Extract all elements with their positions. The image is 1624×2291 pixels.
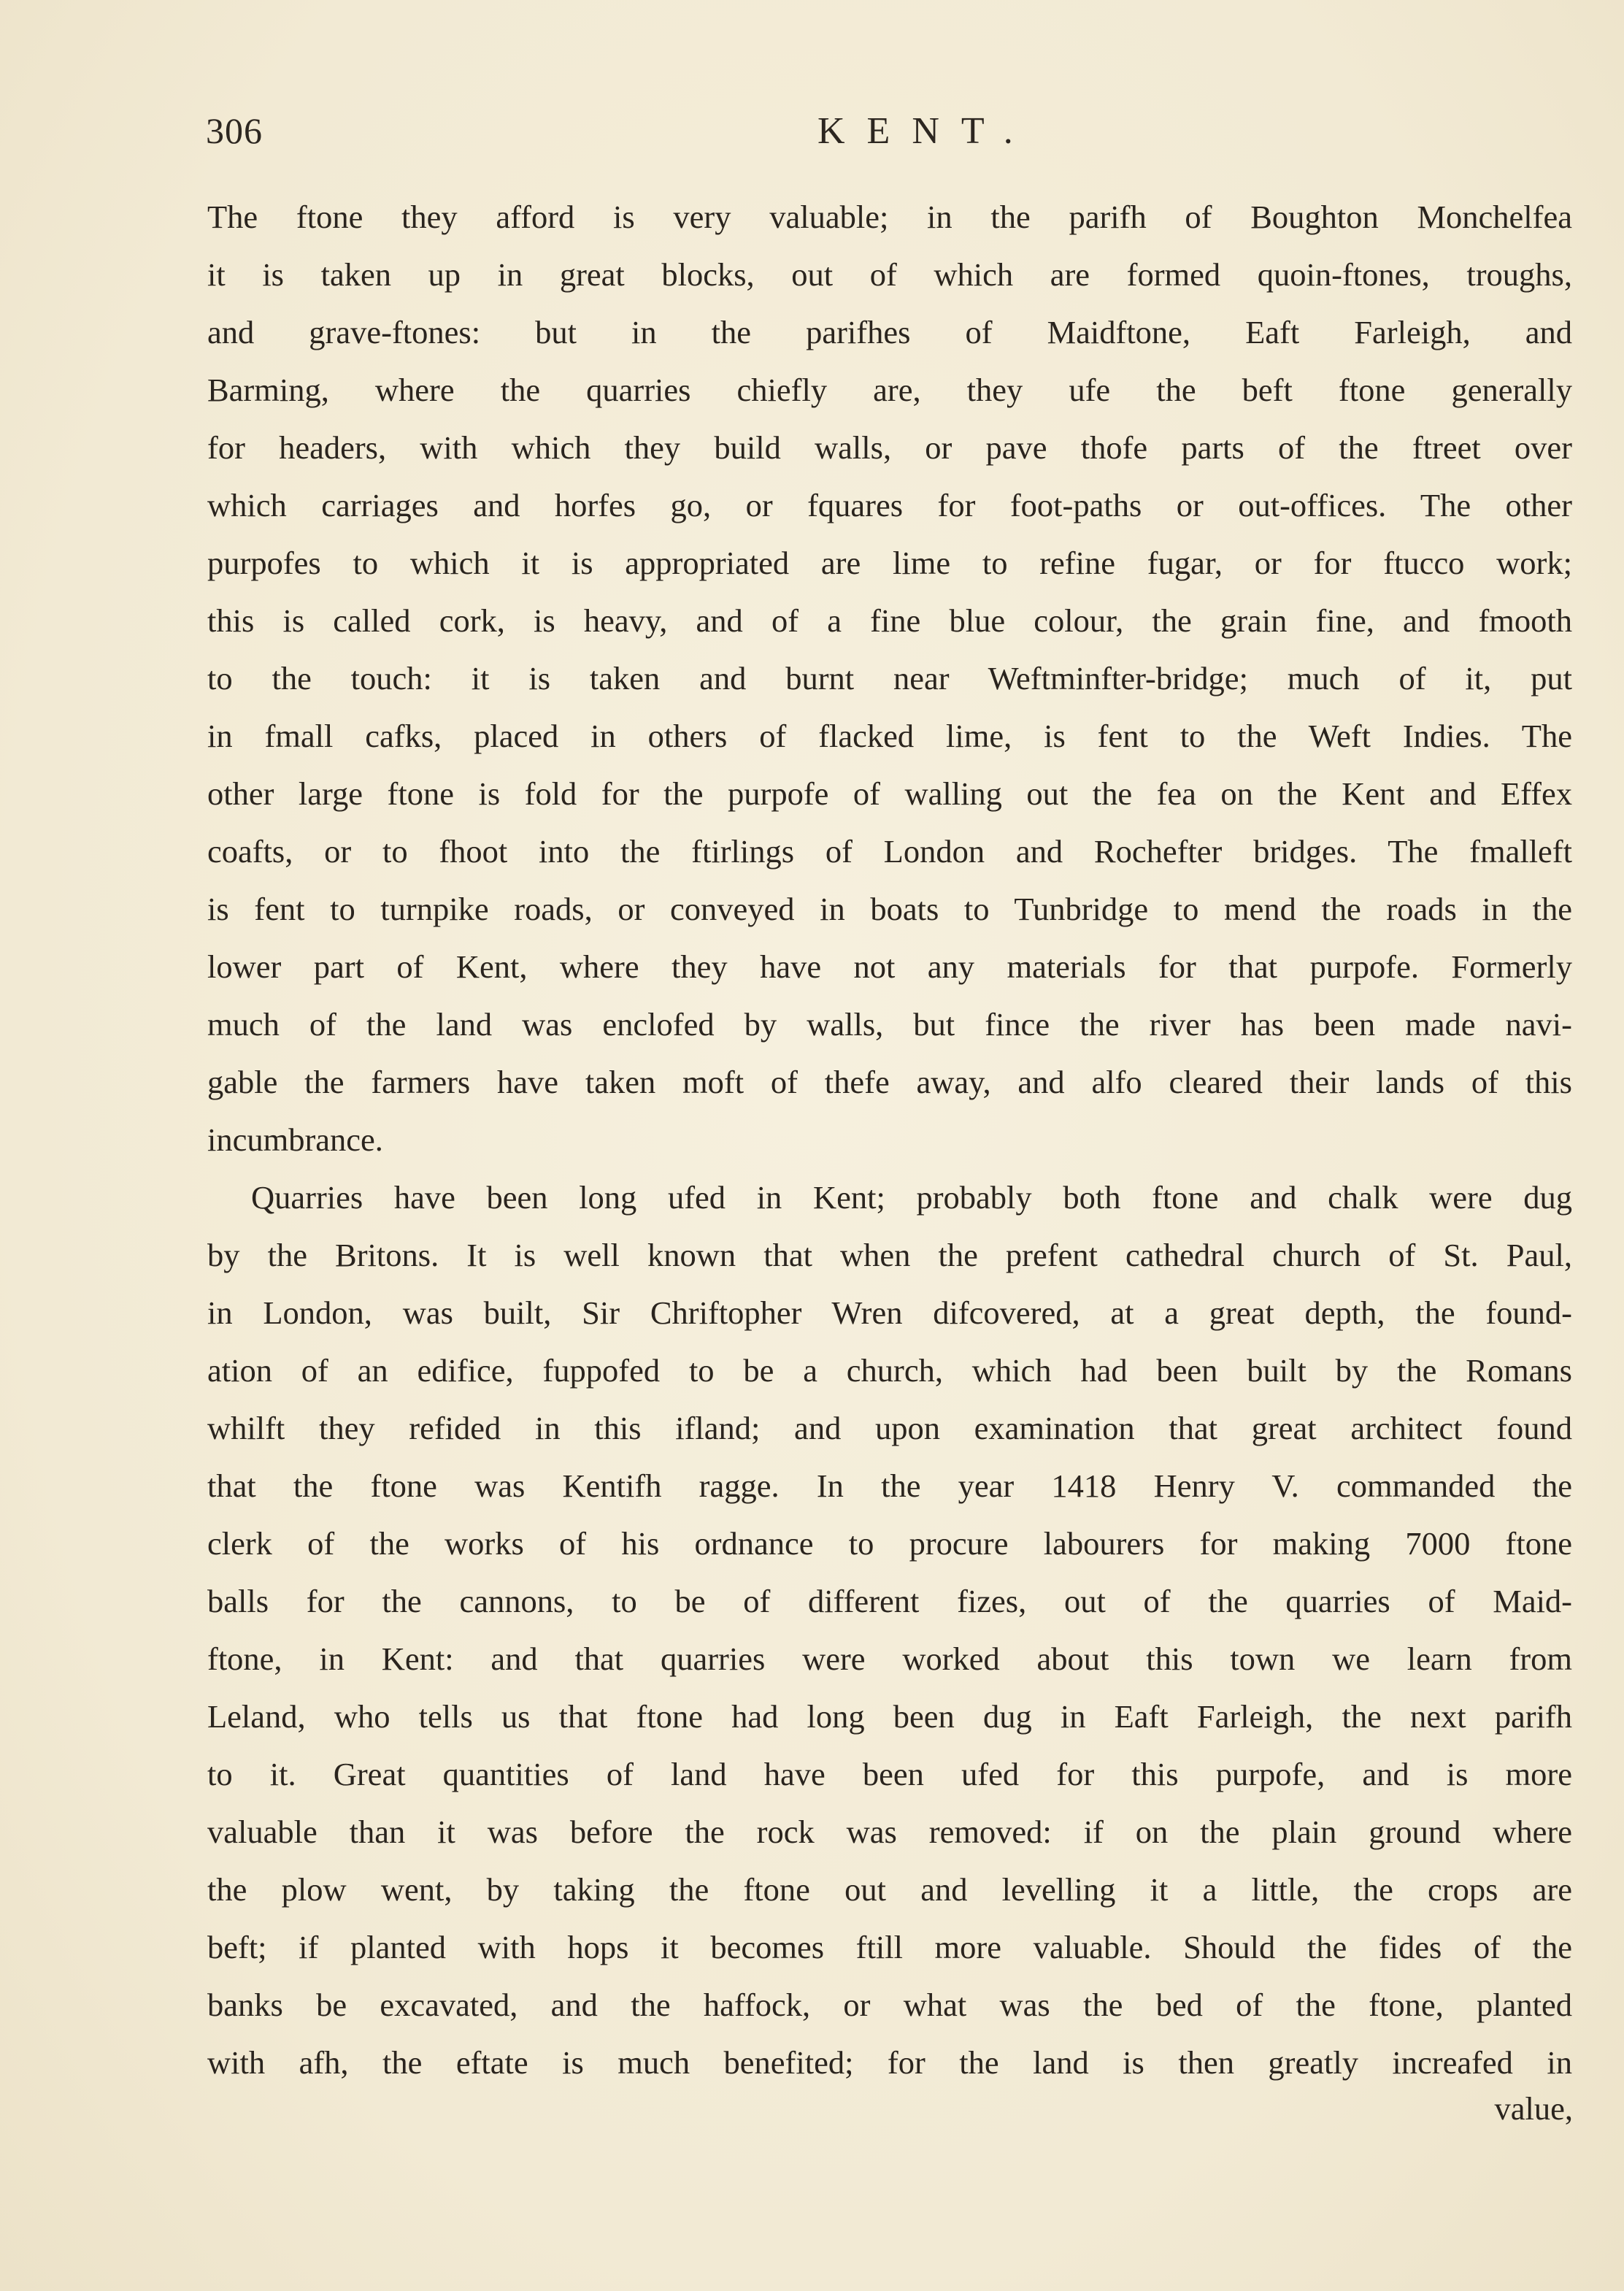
text-line: Barming, where the quarries chiefly are, they ufe the beft ftone generally — [207, 372, 1572, 408]
text-line: which carriages and horfes go, or fquares for foot-paths or out-offices. The other — [207, 487, 1572, 523]
text-line: whilft they refided in this ifland; and upon examination that great architect found — [207, 1410, 1572, 1446]
running-head — [206, 110, 1578, 161]
body-text — [207, 188, 1572, 2092]
text-line: other large ftone is fold for the purpofe of walling out the fea on the Kent and Effex — [207, 775, 1572, 812]
text-line: this is called cork, is heavy, and of a fine blue colour, the grain fine, and fmooth — [207, 602, 1572, 639]
text-line: is fent to turnpike roads, or conveyed in boats to Tunbridge to mend the roads in the — [207, 891, 1572, 927]
text-line: clerk of the works of his ordnance to procure labourers for making 7000 ftone — [207, 1525, 1572, 1562]
text-line: the plow went, by taking the ftone out and levelling it a little, the crops are — [207, 1871, 1572, 1908]
text-line: much of the land was enclofed by walls, but fince the river has been made navi- — [207, 1006, 1572, 1043]
text-line: with afh, the eftate is much benefited; for the land is then greatly increafed in — [207, 2044, 1572, 2081]
text-line: banks be excavated, and the haffock, or what was the bed of the ftone, planted — [207, 1987, 1572, 2023]
text-line: coafts, or to fhoot into the ftirlings of London and Rochefter bridges. The fmalleft — [207, 833, 1572, 870]
text-line: purpofes to which it is appropriated are lime to refine fugar, or for ftucco work; — [207, 545, 1572, 581]
page-number: 306 — [206, 110, 263, 151]
text-line: it is taken up in great blocks, out of which are formed quoin-ftones, troughs, — [207, 256, 1572, 293]
text-line: Leland, who tells us that ftone had long been dug in Eaft Farleigh, the next parifh — [207, 1698, 1572, 1735]
paragraph-1 — [207, 188, 1572, 1169]
text-line: gable the farmers have taken moft of thefe away, and alfo cleared their lands of this — [207, 1064, 1572, 1100]
text-line: in fmall cafks, placed in others of flacked lime, is fent to the Weft Indies. The — [207, 718, 1572, 754]
text-line: lower part of Kent, where they have not any materials for that purpofe. Formerly — [207, 948, 1572, 985]
text-line: ftone, in Kent: and that quarries were worked about this town we learn from — [207, 1640, 1572, 1677]
text-line: and grave-ftones: but in the parifhes of Maidftone, Eaft Farleigh, and — [207, 314, 1572, 350]
page-title: KENT. — [817, 110, 1035, 152]
text-line: in London, was built, Sir Chriftopher Wren difcovered, at a great depth, the found- — [207, 1294, 1572, 1331]
text-line: beft; if planted with hops it becomes ftill more valuable. Should the fides of the — [207, 1929, 1572, 1965]
text-line: balls for the cannons, to be of different fizes, out of the quarries of Maid- — [207, 1583, 1572, 1619]
text-line: to the touch: it is taken and burnt near Weftminfter-bridge; much of it, put — [207, 660, 1572, 696]
text-line: valuable than it was before the rock was removed: if on the plain ground where — [207, 1814, 1572, 1850]
text-line: for headers, with which they build walls, or pave thofe parts of the ftreet over — [207, 429, 1572, 466]
text-line: The ftone they afford is very valuable; in the parifh of Boughton Monchelfea — [207, 199, 1572, 235]
catchword: value, — [1494, 2090, 1573, 2127]
text-line: ation of an edifice, fuppofed to be a church, which had been built by the Romans — [207, 1352, 1572, 1389]
text-line: by the Britons. It is well known that when the prefent cathedral church of St. Paul, — [207, 1237, 1572, 1273]
text-line: Quarries have been long ufed in Kent; probably both ftone and chalk were dug — [251, 1179, 1572, 1216]
paragraph-2 — [207, 1169, 1572, 2092]
text-line: that the ftone was Kentifh ragge. In the year 1418 Henry V. commanded the — [207, 1467, 1572, 1504]
text-line: incumbrance. — [207, 1121, 383, 1158]
text-line: to it. Great quantities of land have been ufed for this purpofe, and is more — [207, 1756, 1572, 1792]
